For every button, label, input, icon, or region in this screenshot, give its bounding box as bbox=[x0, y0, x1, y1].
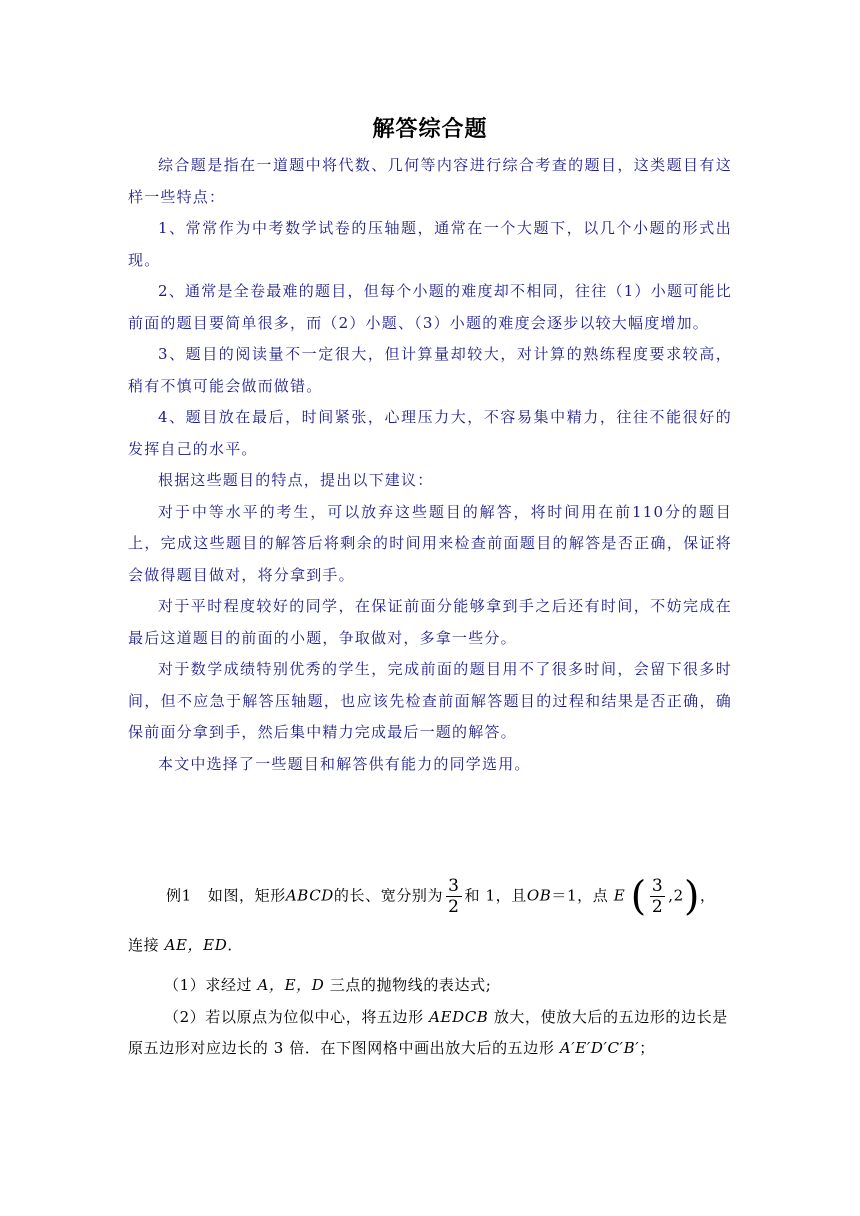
example-text: 的长、宽分别为 bbox=[333, 886, 444, 905]
example-text: 如图，矩形 bbox=[207, 886, 286, 905]
example-questions bbox=[128, 970, 732, 1065]
paragraph: 对于平时程度较好的同学，在保证前面分能够拿到手之后还有时间，不妨完成在最后这道题目的前面的小题，争取做对，多拿一些分。 bbox=[128, 597, 732, 647]
shape-name: AEDCB bbox=[429, 1007, 489, 1026]
example-text: 和 1，且 bbox=[464, 886, 527, 905]
paragraph: 根据这些题目的特点，提出以下建议： bbox=[158, 471, 434, 489]
example-text: ． bbox=[227, 936, 243, 954]
question-2 bbox=[128, 1002, 732, 1065]
segment-ob: OB bbox=[526, 886, 552, 905]
paragraph: 综合题是指在一道题中将代数、几何等内容进行综合考查的题目，这类题目有这样一些特点： bbox=[128, 156, 732, 206]
example-text: ， bbox=[700, 886, 716, 905]
paren-close: ) bbox=[683, 873, 701, 920]
question-text: ； bbox=[639, 1039, 655, 1057]
rect-name: ABCD bbox=[285, 886, 334, 905]
segments: AE，ED bbox=[164, 936, 228, 954]
paragraph: 对于数学成绩特别优秀的学生，完成前面的题目用不了很多时间，会留下很多时间，但不应急于解答压轴题，也应该先检查前面解答题目的过程和结果是否正确，确保前面分拿到手，然后集中精力完成最后一题的解答。 bbox=[128, 660, 732, 741]
points: A，E，D bbox=[257, 976, 325, 994]
point-e: E bbox=[613, 886, 626, 905]
paragraph: 2、通常是全卷最难的题目，但每个小题的难度却不相同，往往（1）小题可能比前面的题目要简单很多，而（2）小题、（3）小题的难度会逐步以较大幅度增加。 bbox=[128, 282, 732, 332]
question-text: 放大，使放大后的五边形的边长是原五边形对应边长的 3 倍．在下图网格中画出放大后的五边形 bbox=[128, 1007, 728, 1057]
question-text: 三点的抛物线的表达式; bbox=[329, 976, 492, 994]
paragraph: 本文中选择了一些题目和解答供有能力的同学选用。 bbox=[158, 754, 531, 773]
example-text: ＝1，点 bbox=[551, 886, 609, 905]
fraction: $\frac{3}{2}$ bbox=[448, 876, 460, 917]
example-label: 例1 bbox=[166, 886, 192, 905]
paragraph: 1、常常作为中考数学试卷的压轴题，通常在一个大题下，以几个小题的形式出现。 bbox=[128, 219, 732, 269]
fraction: $\frac{3}{2}$ bbox=[651, 876, 664, 917]
example-statement bbox=[128, 858, 732, 918]
question-text: （2）若以原点为位似中心，将五边形 bbox=[164, 1007, 424, 1026]
paragraph: 对于中等水平的考生，可以放弃这些题目的解答，将时间用在前110分的题目上，完成这些题目的解答后将剩余的时间用来检查前面题目的解答是否正确，保证将会做得题目做对，将分拿到手。 bbox=[128, 502, 732, 584]
paragraph: 4、题目放在最后，时间紧张，心理压力大，不容易集中精力，往往不能很好的发挥自己的水平。 bbox=[128, 408, 732, 458]
question-1 bbox=[128, 970, 732, 1002]
coord-y: ,2 bbox=[668, 886, 684, 905]
page-title: 解答综合题 bbox=[372, 116, 488, 142]
paragraph: 3、题目的阅读量不一定很大，但计算量却较大，对计算的熟练程度要求较高，稍有不慎可能会做而做错。 bbox=[128, 345, 732, 395]
question-text: （1）求经过 bbox=[164, 976, 253, 994]
example-connect bbox=[128, 930, 732, 962]
shape-name: A′E′D′C′B′ bbox=[559, 1039, 640, 1057]
paren-open: ( bbox=[630, 873, 647, 920]
intro-body bbox=[128, 150, 732, 780]
example-text: 连接 bbox=[128, 936, 160, 954]
